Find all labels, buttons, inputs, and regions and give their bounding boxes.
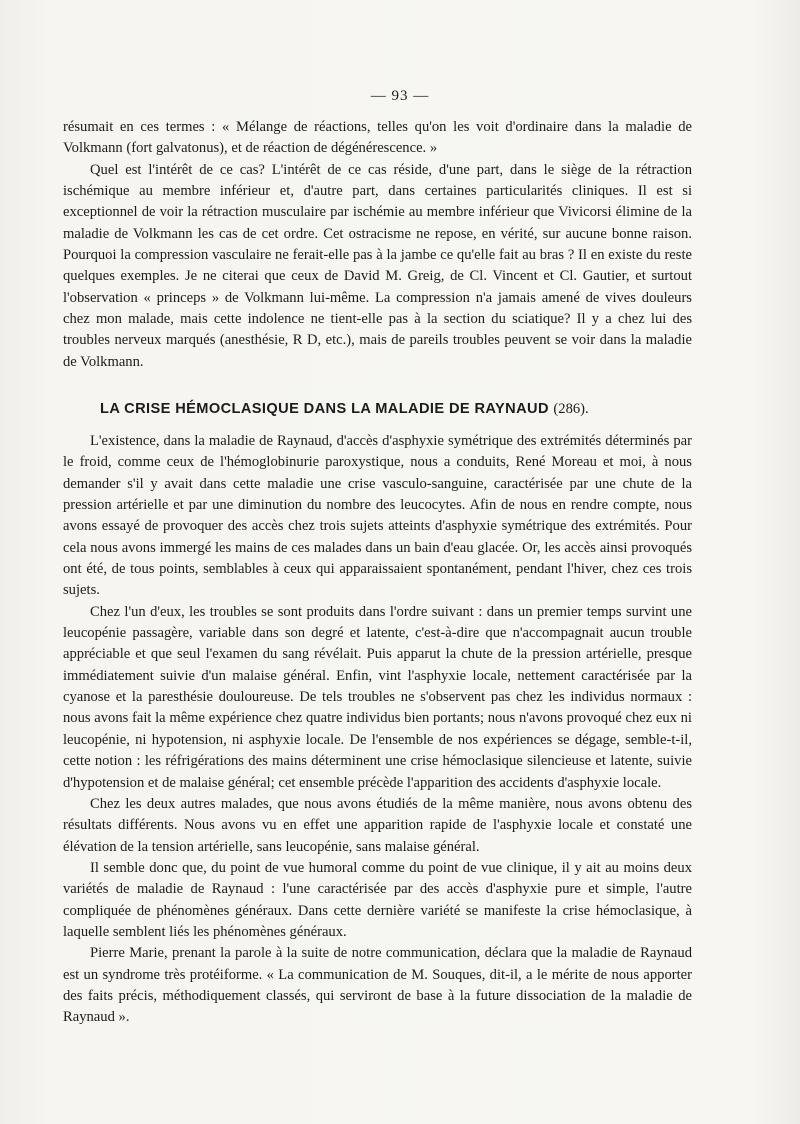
page-number: — 93 — — [370, 88, 430, 104]
text-block-bottom — [63, 431, 692, 1029]
section-reference: (286). — [553, 401, 589, 417]
paragraph: Chez l'un d'eux, les troubles se sont produits dans l'ordre suivant : dans un premier temps survint une leucopénie passagère, variable dans son degré et latente, c'est-à-dire que n'accompagnait aucun trouble appréciable et que seul l'examen du sang révélait. Puis apparut la chute de la pression artérielle, presque immédiatement suivie d'un malaise général. Enfin, vint l'asphyxie locale, nettement caractérisée par la cyanose et la paresthésie douloureuse. De tels troubles ne s'observent pas chez les individus normaux : nous avons fait la même expérience chez quatre individus bien portants; nous n'avons provoqué chez eux ni leucopénie, ni hypotension, ni asphyxie locale. De l'ensemble de nos expériences se dégage, semble-t-il, cette notion : les réfrigérations des mains déterminent une crise hémoclasique silencieuse et latente, suivie d'hypotension et de malaise général; cet ensemble précède l'apparition des accidents d'asphyxie locale. — [63, 603, 692, 791]
paragraph: Il semble donc que, du point de vue humoral comme du point de vue clinique, il y ait au moins deux variétés de maladie de Raynaud : l'une caractérisée par des accès d'asphyxie pure et simple, l'autre compliquée de phénomènes généraux. Dans cette dernière variété se manifeste la crise hémoclasique, à laquelle semblent liés les phénomènes généraux. — [63, 859, 692, 940]
paragraph: Chez les deux autres malades, que nous avons étudiés de la même manière, nous avons obtenu des résultats différents. Nous avons vu en effet une apparition rapide de l'asphyxie locale et constaté une élévation de la tension artérielle, sans leucopénie, sans malaise général. — [63, 795, 692, 855]
section-title: LA CRISE HÉMOCLASIQUE DANS LA MALADIE DE RAYNAUD — [100, 401, 549, 417]
section-heading — [100, 401, 720, 418]
text-block-top — [63, 117, 692, 373]
paragraph: résumait en ces termes : « Mélange de réactions, telles qu'on les voit d'ordinaire dans la maladie de Volkmann (fort galvatonus), et de réaction de dégénérescence. » — [63, 119, 692, 157]
paragraph: L'existence, dans la maladie de Raynaud, d'accès d'asphyxie symétrique des extrémités déterminés par le froid, comme ceux de l'hémoglobinurie paroxystique, nous a conduits, René Moreau et moi, à nous demander s'il y avait dans cette maladie une crise vasculo-sanguine, caractérisée par une chute de la pression artérielle et par une diminution du nombre des leucocytes. Afin de nous en rendre compte, nous avons essayé de provoquer des accès chez trois sujets atteints d'asphyxie symétrique des extrémités. Pour cela nous avons immergé les mains de ces malades dans un bain d'eau glacée. Or, les accès ainsi provoqués ont été, de tous points, semblables à ceux qui apparaissaient spontanément, pendant l'hiver, chez ces trois sujets. — [63, 433, 692, 599]
paragraph: Quel est l'intérêt de ce cas? L'intérêt de ce cas réside, d'une part, dans le siège de la rétraction ischémique au membre inférieur et, d'autre part, dans certaines particularités cliniques. Il est si exceptionnel de voir la rétraction musculaire par ischémie au membre inférieur que Vivicorsi élimine de la maladie de Volkmann les cas de cet ordre. Cet ostracisme ne repose, en vérité, sur aucune bonne raison. Pourquoi la compression vasculaire ne ferait-elle pas à la jambe ce qu'elle fait au bras ? Il en existe du reste quelques exemples. Je ne citerai que ceux de David M. Greig, de Cl. Vincent et Cl. Gautier, et surtout l'observation « princeps » de Volkmann lui-même. La compression n'a jamais amené de vives douleurs chez mon malade, mais cette indolence ne tient-elle pas à la section du sciatique? Il y a chez lui des troubles nerveux marqués (anesthésie, R D, etc.), mais de pareils troubles peuvent se voir dans la maladie de Volkmann. — [63, 161, 692, 370]
paragraph: Pierre Marie, prenant la parole à la suite de notre communication, déclara que la maladie de Raynaud est un syndrome très protéiforme. « La communication de M. Souques, dit-il, a le mérite de nous apporter des faits précis, méthodiquement classés, qui serviront de base à la future dissociation de la maladie de Raynaud ». — [63, 945, 692, 1026]
